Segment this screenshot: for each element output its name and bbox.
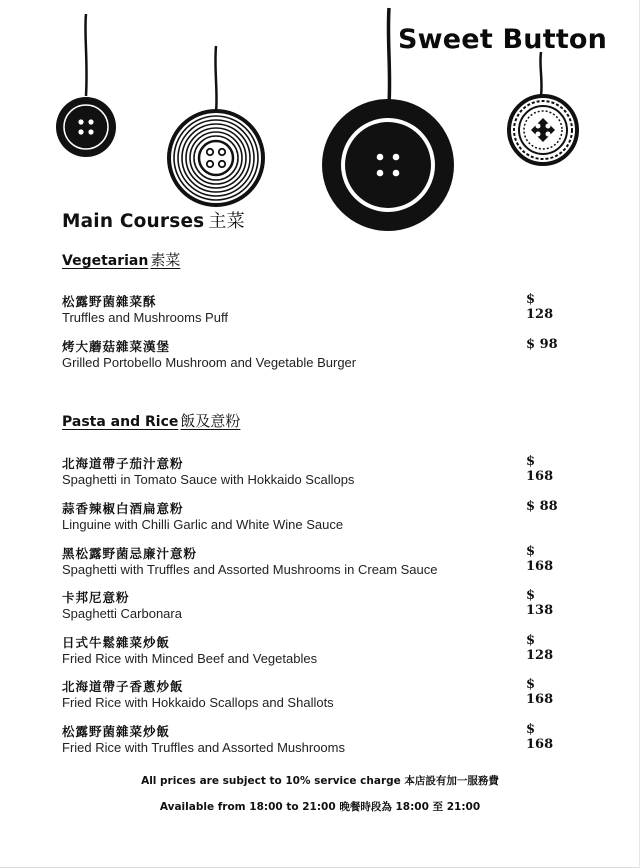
item-price: $ 98 [526, 337, 558, 352]
item-price: $ 128 [526, 633, 554, 663]
item-name-en: Fried Rice with Truffles and Assorted Mushrooms [62, 740, 345, 755]
item-name-zh: 日式牛鬆雜菜炒飯 [62, 635, 171, 650]
string-3 [388, 8, 389, 104]
menu-item [62, 677, 562, 717]
item-name-zh: 松露野菌雜菜炒飯 [62, 724, 171, 739]
item-name-en: Truffles and Mushrooms Puff [62, 310, 228, 325]
category-label-zh: 飯及意粉 [180, 412, 241, 430]
item-name-en: Fried Rice with Hokkaido Scallops and Shallots [62, 695, 334, 710]
menu-item [62, 588, 562, 628]
item-name-en: Linguine with Chilli Garlic and White Wine Sauce [62, 517, 344, 532]
item-name-en: Fried Rice with Minced Beef and Vegetables [62, 651, 318, 666]
string-1 [85, 14, 86, 96]
string-4 [540, 52, 541, 96]
button-ringed-icon [169, 111, 263, 205]
item-name-zh: 烤大蘑菇雜菜漢堡 [62, 339, 171, 354]
menu-item [62, 292, 562, 332]
section-title [62, 207, 245, 233]
category-pasta-and-rice [62, 410, 240, 431]
item-price: $ 168 [526, 722, 554, 752]
item-name-zh: 北海道帶子茄汁意粉 [62, 456, 184, 471]
button-patterned-icon [509, 96, 577, 164]
availability-note: Available from 18:00 to 21:00 晚餐時段為 18:00 至 21:00 [159, 801, 481, 813]
item-name-zh: 北海道帶子香蔥炒飯 [62, 679, 184, 694]
item-price: $ 128 [526, 292, 554, 322]
menu-item [62, 499, 562, 539]
item-price: $ 138 [526, 588, 554, 618]
item-name-en: Spaghetti with Truffles and Assorted Mushrooms in Cream Sauce [62, 562, 438, 577]
menu-item [62, 337, 562, 377]
item-price: $ 168 [526, 544, 554, 574]
item-name-en: Grilled Portobello Mushroom and Vegetable Burger [62, 355, 357, 370]
service-charge-note: All prices are subject to 10% service charge 本店設有加一服務費 [141, 775, 499, 787]
item-price: $ 88 [526, 499, 558, 514]
item-name-en: Spaghetti in Tomato Sauce with Hokkaido Scallops [62, 472, 355, 487]
menu-item [62, 722, 562, 762]
item-name-en: Spaghetti Carbonara [62, 606, 182, 621]
button-small-black-icon [56, 97, 116, 157]
brand-title: Sweet Button [398, 24, 608, 55]
menu-item [62, 544, 562, 584]
item-name-zh: 蒜香辣椒白酒扁意粉 [62, 501, 184, 516]
item-name-zh: 卡邦尼意粉 [62, 590, 130, 605]
section-title-en: Main Courses [62, 211, 205, 232]
section-title-zh: 主菜 [208, 211, 245, 232]
menu-item [62, 454, 562, 494]
string-2 [215, 46, 216, 112]
item-price: $ 168 [526, 454, 554, 484]
item-price: $ 168 [526, 677, 554, 707]
category-label: Vegetarian [62, 253, 149, 269]
category-vegetarian [62, 249, 180, 270]
item-name-zh: 黑松露野菌忌廉汁意粉 [62, 546, 198, 561]
menu-item [62, 633, 562, 673]
item-name-zh: 松露野菌雜菜酥 [62, 294, 157, 309]
category-label: Pasta and Rice [62, 414, 179, 430]
category-label-zh: 素菜 [150, 251, 181, 269]
button-large-black-icon [322, 99, 454, 231]
